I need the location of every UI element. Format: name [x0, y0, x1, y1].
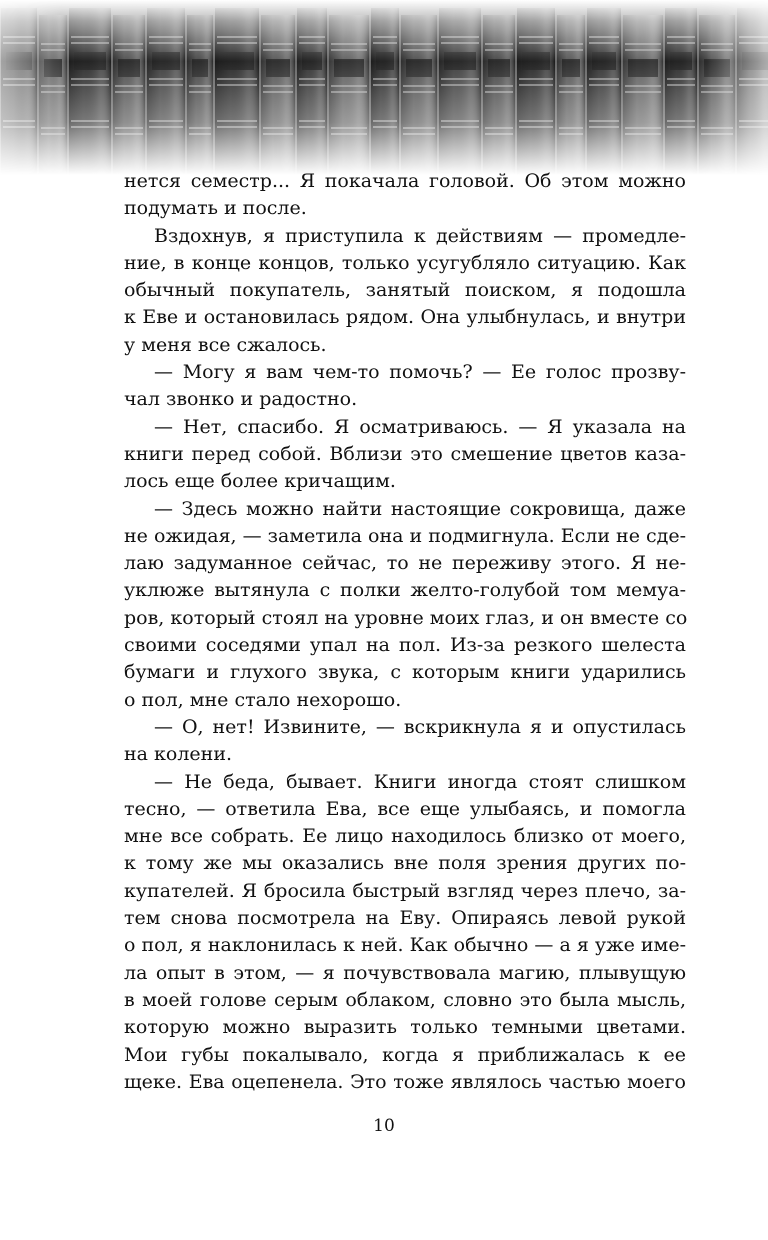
text-line: на колени.	[124, 743, 233, 766]
text-line: — Могу я вам чем-то помочь? — Ее голос прозву-	[154, 361, 686, 384]
text-line: ние, в конце концов, только усугубляло ситуацию. Как	[124, 251, 686, 274]
text-line: нется семестр... Я покачала головой. Об этом можно	[124, 170, 686, 192]
text-line: тесно, — ответила Ева, все еще улыбаясь, и помогла	[124, 797, 686, 820]
text-line: обычный покупатель, занятый поиском, я подошла	[124, 279, 686, 302]
page-number: 10	[373, 1116, 395, 1136]
text-line: — Не беда, бывает. Книги иногда стоят слишком	[154, 770, 686, 793]
text-line: лось еще более кричащим.	[124, 470, 396, 493]
text-line: — Нет, спасибо. Я осматриваюсь. — Я указала на	[154, 415, 686, 438]
text-line: Вздохнув, я приступила к действиям — промедле-	[154, 224, 686, 247]
text-line: не ожидая, — заметила она и подмигнула. Если не сде-	[124, 524, 686, 547]
text-line: которую можно выразить только темными цветами.	[124, 1016, 686, 1039]
text-line: тем снова посмотрела на Еву. Опираясь левой рукой	[124, 907, 686, 930]
text-line: подумать и после.	[124, 197, 307, 220]
text-line: книги перед собой. Вблизи это смешение цветов каза-	[124, 442, 686, 465]
paragraph	[124, 414, 686, 496]
paragraph	[124, 496, 686, 714]
text-line: ров, который стоял на уровне моих глаз, и он вместе со	[124, 606, 688, 629]
text-line: — О, нет! Извините, — вскрикнула я и опустилась	[154, 715, 686, 738]
text-line: мне все собрать. Ее лицо находилось близко от моего,	[124, 825, 686, 848]
text-line: у меня все сжалось.	[124, 333, 327, 356]
paragraph	[124, 714, 686, 769]
text-line: — Здесь можно найти настоящие сокровища, даже	[154, 497, 686, 520]
text-line: бумаги и глухого звука, с которым книги ударились	[124, 661, 686, 684]
paragraph	[124, 168, 686, 223]
text-line: к тому же мы оказались вне поля зрения других по-	[124, 852, 686, 875]
text-line: своими соседями упал на пол. Из-за резкого шелеста	[124, 634, 686, 657]
paragraph	[124, 769, 686, 1097]
text-line: уклюже вытянула с полки желто-голубой том мемуа-	[124, 579, 686, 602]
text-line: о пол, мне стало нехорошо.	[124, 688, 402, 711]
text-line: лаю задуманное сейчас, то не переживу этого. Я не-	[124, 552, 686, 575]
paragraph	[124, 223, 686, 359]
text-line: Мои губы покалывало, когда я приближалась к ее	[124, 1043, 686, 1066]
text-line: о пол, я наклонилась к ней. Как обычно — а я уже име-	[124, 934, 686, 957]
text-line: в моей голове серым облаком, словно это была мысль,	[124, 988, 686, 1011]
text-line: купателей. Я бросила быстрый взгляд через плечо, за-	[124, 879, 686, 902]
text-line: ла опыт в этом, — я почувствовала магию, плывущую	[124, 961, 686, 984]
text-line: чал звонко и радостно.	[124, 388, 358, 411]
bookshelf-header-image	[0, 0, 768, 175]
paragraph	[124, 359, 686, 414]
text-line: щеке. Ева оцепенела. Это тоже являлось частью моего	[124, 1070, 686, 1093]
text-line: к Еве и остановилась рядом. Она улыбнулась, и внутри	[124, 306, 686, 329]
body-text	[124, 168, 686, 1096]
